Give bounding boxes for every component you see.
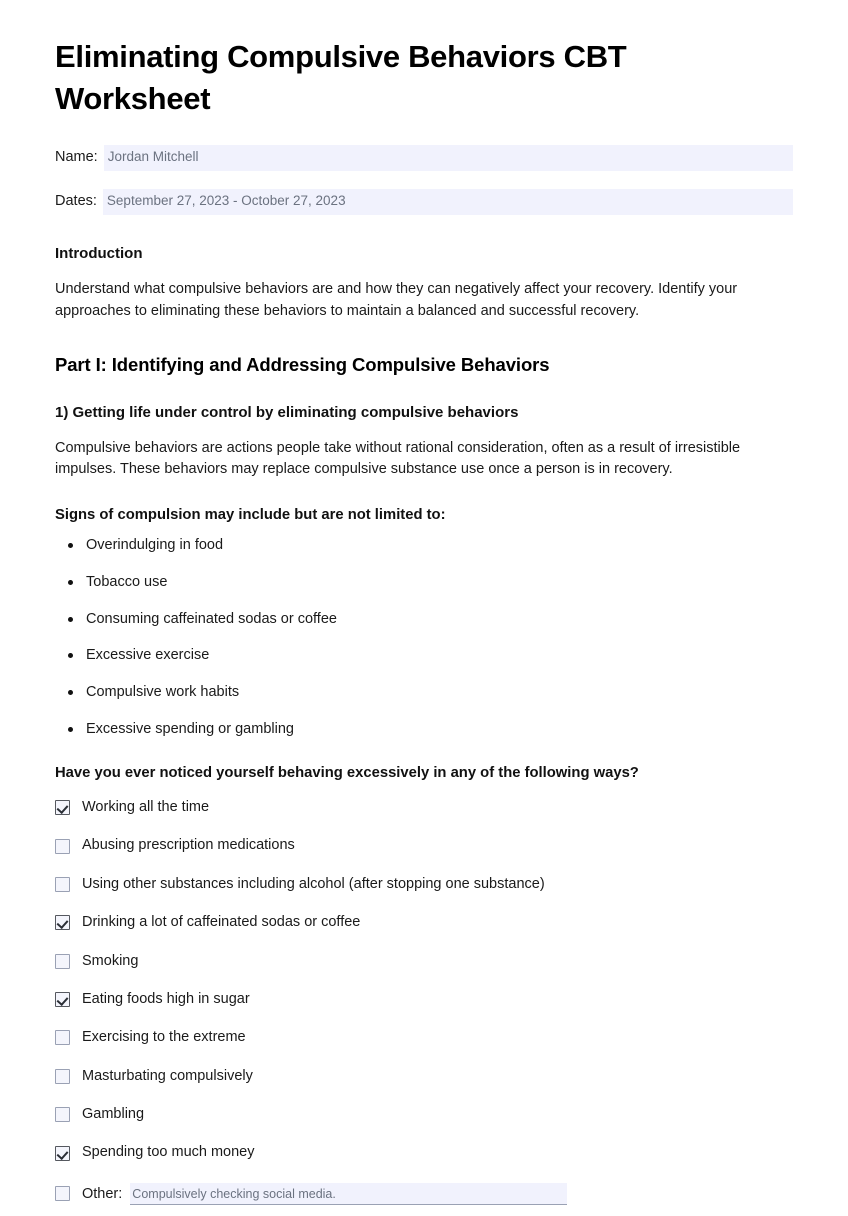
dates-field-row <box>55 189 793 215</box>
checklist-label: Eating foods high in sugar <box>82 990 250 1007</box>
name-field-label: Name: <box>55 149 98 166</box>
dates-input[interactable]: September 27, 2023 - October 27, 2023 <box>103 189 793 215</box>
checklist-row[interactable] <box>55 1029 793 1046</box>
checkbox-checked[interactable] <box>55 992 70 1007</box>
checklist-row[interactable] <box>55 1068 793 1085</box>
page-title: Eliminating Compulsive Behaviors CBT Worksheet <box>55 39 627 117</box>
checkbox-checked[interactable] <box>55 1146 70 1161</box>
list-item: Consuming caffeinated sodas or coffee <box>55 610 793 629</box>
checklist-row[interactable] <box>55 837 793 854</box>
list-item: Excessive exercise <box>55 646 793 665</box>
other-option-row <box>55 1183 793 1205</box>
dates-field-label: Dates: <box>55 193 97 210</box>
checklist-label: Smoking <box>82 952 139 969</box>
checkbox-checked[interactable] <box>55 800 70 815</box>
worksheet-content <box>55 0 793 1205</box>
signs-list <box>55 536 793 739</box>
checkbox-unchecked[interactable] <box>55 1069 70 1084</box>
checkbox-unchecked[interactable] <box>55 877 70 892</box>
other-option-label: Other: <box>82 1185 123 1202</box>
checklist-row[interactable] <box>55 1106 793 1123</box>
checklist-label: Masturbating compulsively <box>82 1067 253 1084</box>
checkbox-unchecked[interactable] <box>55 954 70 969</box>
checklist-label: Exercising to the extreme <box>82 1029 246 1046</box>
checkbox-unchecked[interactable] <box>55 1107 70 1122</box>
checkbox-unchecked[interactable] <box>55 1030 70 1045</box>
checklist-label: Using other substances including alcohol (after stopping one substance) <box>82 875 545 892</box>
checklist-row[interactable] <box>55 799 793 816</box>
introduction-body: Understand what compulsive behaviors are and how they can negatively affect your recovery. Identify your approaches to eliminating these behaviors to maintain a balanced and successful recovery. <box>55 281 738 319</box>
checklist-row[interactable] <box>55 876 793 893</box>
list-item: Tobacco use <box>55 573 793 592</box>
name-field-row <box>55 145 793 171</box>
name-input[interactable]: Jordan Mitchell <box>104 145 793 171</box>
list-item: Overindulging in food <box>55 536 793 555</box>
signs-heading: Signs of compulsion may include but are not limited to: <box>55 506 446 523</box>
other-option-input[interactable]: Compulsively checking social media. <box>130 1183 567 1205</box>
checkbox-checked[interactable] <box>55 915 70 930</box>
checklist-label: Working all the time <box>82 798 210 815</box>
list-item: Compulsive work habits <box>55 683 793 702</box>
behavior-checklist <box>55 799 793 1162</box>
checklist-label: Abusing prescription medications <box>82 837 295 854</box>
part-one-body: Compulsive behaviors are actions people take without rational consideration, often as a result of irresistible impulses. These behaviors may replace compulsive substance use once a person is in recovery. <box>55 439 741 478</box>
behavior-question: Have you ever noticed yourself behaving excessively in any of the following ways? <box>55 764 639 781</box>
checkbox-unchecked[interactable] <box>55 839 70 854</box>
introduction-heading: Introduction <box>55 245 143 263</box>
checkbox-other[interactable] <box>55 1186 70 1201</box>
checklist-row[interactable] <box>55 1144 793 1161</box>
list-item: Excessive spending or gambling <box>55 720 793 739</box>
part-one-heading: Part I: Identifying and Addressing Compulsive Behaviors <box>55 353 550 375</box>
checklist-row[interactable] <box>55 953 793 970</box>
checklist-label: Gambling <box>82 1106 145 1123</box>
checklist-label: Spending too much money <box>82 1144 255 1161</box>
part-one-item-heading: 1) Getting life under control by eliminating compulsive behaviors <box>55 403 519 421</box>
checklist-label: Drinking a lot of caffeinated sodas or coffee <box>82 914 361 931</box>
checklist-row[interactable] <box>55 914 793 931</box>
checklist-row[interactable] <box>55 991 793 1008</box>
